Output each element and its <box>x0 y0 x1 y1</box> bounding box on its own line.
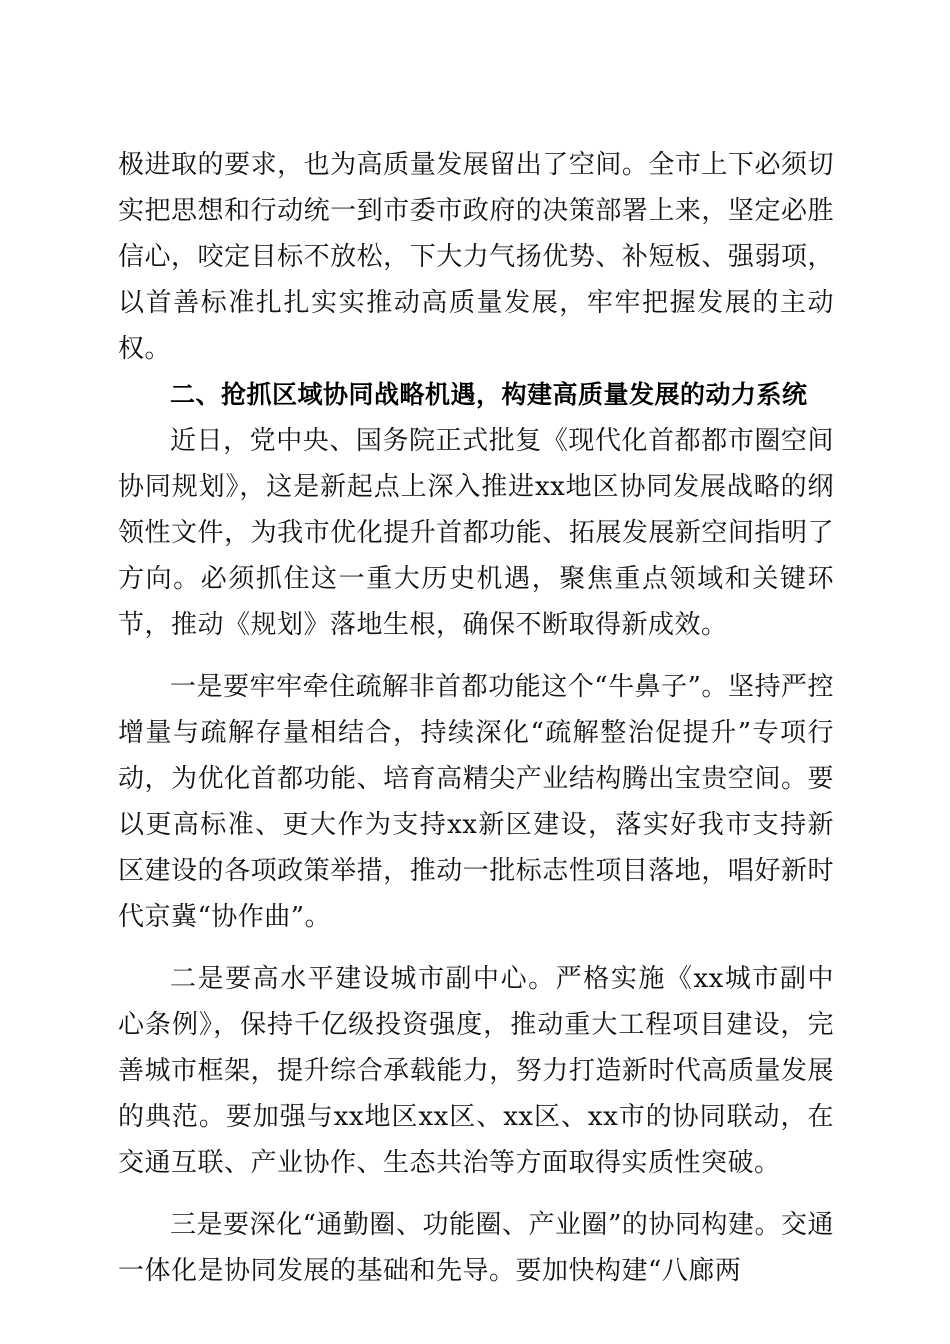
paragraph-point-one: 一是要牢牢牵住疏解非首都功能这个“牛鼻子”。坚持严控增量与疏解存量相结合，持续深化“疏解整治促提升”专项行动，为优化首都功能、培育高精尖产业结构腾出宝贵空间。要以更高标准、更大作为支持xx新区建设，落实好我市支持新区建设的各项政策举措，推动一批标志性项目落地，唱好新时代京冀“协作曲”。 <box>118 672 834 932</box>
paragraph-point-three: 三是要深化“通勤圈、功能圈、产业圈”的协同构建。交通一体化是协同发展的基础和先导。要加快构建“八廊两 <box>118 1210 834 1286</box>
paragraph-spacer <box>118 648 834 664</box>
section-heading: 二、抢抓区域协同战略机遇，构建高质量发展的动力系统 <box>170 380 808 409</box>
paragraph-spacer <box>118 1186 834 1202</box>
paragraph-point-two: 二是要高水平建设城市副中心。严格实施《xx城市副中心条例》，保持千亿级投资强度，推动重大工程项目建设，完善城市框架，提升综合承载能力，努力打造新时代高质量发展的典范。要加强与xx地区xx区、xx区、xx市的协同联动，在交通互联、产业协作、生态共治等方面取得实质性突破。 <box>118 964 834 1178</box>
paragraph-continuation: 极进取的要求，也为高质量发展留出了空间。全市上下必须切实把思想和行动统一到市委市政府的决策部署上来，坚定必胜信心，咬定目标不放松，下大力气扬优势、补短板、强弱项，以首善标准扎扎实实推动高质量发展，牢牢把握发展的主动权。 <box>118 150 834 364</box>
paragraph-planning: 近日，党中央、国务院正式批复《现代化首都都市圈空间协同规划》，这是新起点上深入推进xx地区协同发展战略的纲领性文件，为我市优化提升首都功能、拓展发展新空间指明了方向。必须抓住这一重大历史机遇，聚焦重点领域和关键环节，推动《规划》落地生根，确保不断取得新成效。 <box>118 426 834 640</box>
paragraph-spacer <box>118 940 834 956</box>
document-body <box>118 142 834 1294</box>
